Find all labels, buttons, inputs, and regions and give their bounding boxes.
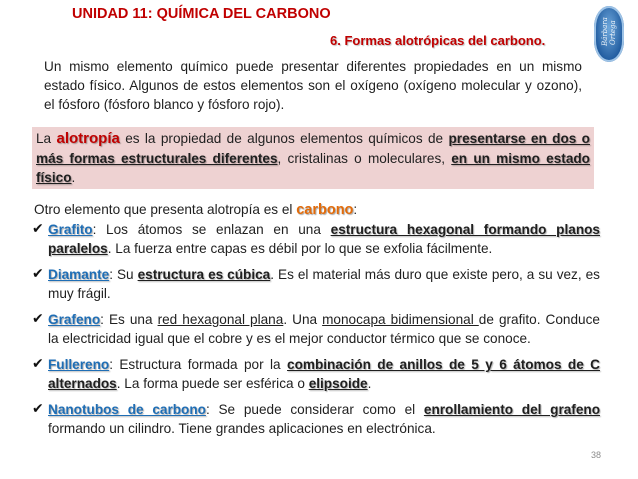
other-element-line	[34, 200, 604, 220]
definition-part1: es la propiedad de algunos elementos químicos de	[119, 131, 449, 146]
definition-box	[32, 127, 594, 189]
checkmark-icon: ✔	[32, 356, 44, 372]
allotrope-text: : Estructura formada por la	[109, 357, 288, 372]
allotrope-text: . Es el material más duro que existe pero, a su vez, es muy frágil.	[48, 267, 600, 301]
allotrope-item-diamante	[32, 265, 600, 303]
other-element-text: Otro elemento que presenta alotropía es el	[34, 202, 297, 217]
author-logo	[594, 6, 624, 62]
allotrope-item-grafito	[32, 220, 600, 258]
allotrope-item-fullereno	[32, 355, 600, 393]
allotrope-emphasis: estructura hexagonal formando planos paralelos	[48, 222, 600, 256]
other-element-suffix: :	[353, 202, 358, 217]
allotrope-text: de grafito. Conduce la electricidad igual que el cobre y es el mejor conductor térmico que se conoce.	[48, 312, 600, 346]
checkmark-icon: ✔	[32, 266, 44, 282]
page-number: 38	[591, 450, 602, 460]
allotrope-term: Diamante	[48, 267, 110, 282]
checkmark-icon: ✔	[32, 401, 44, 417]
definition-prefix: La	[36, 131, 57, 146]
allotrope-text: : Los átomos se enlazan en una	[92, 222, 331, 237]
allotrope-term: Nanotubos de carbono	[48, 402, 206, 417]
checkmark-icon: ✔	[32, 221, 44, 237]
allotrope-emphasis: combinación de anillos de 5 y 6 átomos de C alternados	[48, 357, 600, 391]
allotrope-text: . La fuerza entre capas es débil por lo que se exfolia fácilmente.	[107, 241, 493, 256]
allotrope-text: : Se puede considerar como el	[205, 402, 424, 417]
allotrope-underlined: monocapa bidimensional	[322, 312, 479, 327]
section-title: 6. Formas alotrópicas del carbono.	[330, 33, 546, 48]
allotrope-item-grafeno	[32, 310, 600, 348]
carbon-word: carbono	[296, 202, 354, 218]
intro-paragraph: Un mismo elemento químico puede presentar diferentes propiedades en un mismo estado físico. Algunos de estos elementos son el oxígeno (oxígeno molecular y ozono), el fósforo (fósforo blanco y fósforo rojo).	[44, 59, 582, 112]
allotrope-underlined: red hexagonal plana	[157, 312, 284, 327]
allotrope-term: Grafito	[48, 222, 93, 237]
allotrope-term: Fullereno	[48, 357, 110, 372]
definition-term: alotropía	[56, 130, 120, 147]
allotrope-text: . La forma puede ser esférica o	[116, 376, 309, 391]
allotrope-term: Grafeno	[48, 312, 101, 327]
definition-text	[36, 129, 590, 188]
unit-title: UNIDAD 11: QUÍMICA DEL CARBONO	[72, 6, 331, 22]
allotrope-text: : Es una	[100, 312, 158, 327]
allotrope-text: . Una	[283, 312, 323, 327]
allotrope-emphasis: enrollamiento del grafeno	[423, 402, 601, 417]
allotrope-list	[32, 220, 600, 445]
logo-text: Bárbara Ortega	[601, 17, 617, 46]
allotrope-item-nanotubos	[32, 400, 600, 438]
definition-emphasis-2: en un mismo estado físico	[36, 150, 590, 185]
allotrope-text: formando un cilindro. Tiene grandes aplicaciones en electrónica.	[48, 421, 436, 436]
checkmark-icon: ✔	[32, 311, 44, 327]
definition-part2: , cristalinas o moleculares,	[277, 150, 452, 166]
allotrope-text: .	[367, 376, 372, 391]
definition-suffix: .	[71, 170, 76, 185]
allotrope-emphasis: estructura es cúbica	[137, 267, 271, 282]
allotrope-text: : Su	[109, 267, 138, 282]
definition-emphasis-1: presentarse en dos o más formas estructurales diferentes	[36, 131, 590, 166]
allotrope-emphasis: elipsoide	[308, 376, 368, 391]
